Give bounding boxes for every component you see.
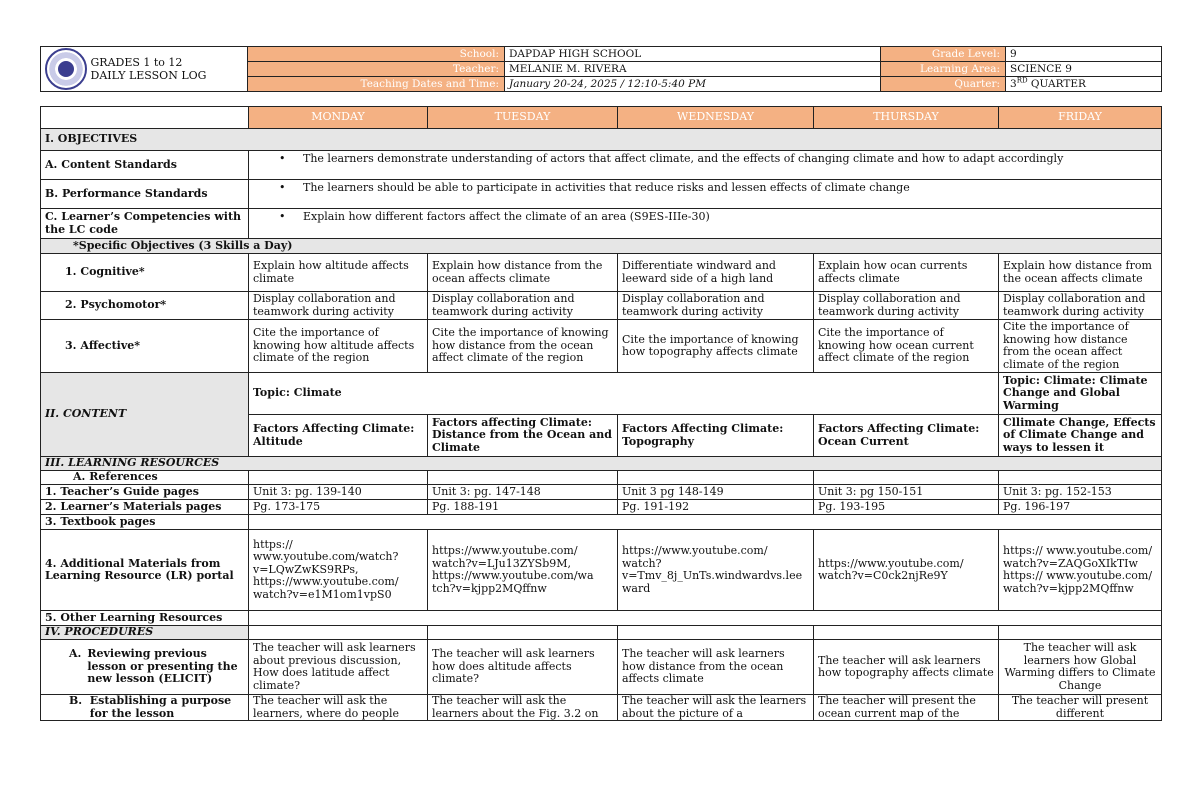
affective-thu: Cite the importance of knowing how ocean current affect climate of the region (814, 320, 999, 373)
additional-thu[interactable]: https://www.youtube.com/ watch?v=C0ck2njRe9Y (814, 530, 999, 611)
tg-wed: Unit 3 pg 148-149 (618, 485, 814, 500)
proc-fri (999, 626, 1162, 640)
ref-thu (814, 471, 999, 485)
day-monday: MONDAY (249, 107, 428, 129)
competencies: • Explain how different factors affect the climate of an area (S9ES-IIIe-30) (249, 209, 1162, 239)
procedure-a-fri: The teacher will ask learners how Global Warming differs to Climate Change (999, 640, 1162, 695)
header-table (40, 46, 1162, 92)
affective-label: 3. Affective* (41, 320, 249, 373)
other-resources-value (249, 611, 1162, 626)
additional-label: 4. Additional Materials from Learning Resource (LR) portal (41, 530, 249, 611)
quarter-label: Quarter: (881, 77, 1006, 92)
affective-tue: Cite the importance of knowing how distance from the ocean affect climate of the region (428, 320, 618, 373)
dates-label: Teaching Dates and Time: (248, 77, 505, 92)
proc-tue (428, 626, 618, 640)
corner-cell (41, 107, 249, 129)
deped-seal-icon (45, 48, 87, 90)
competencies-text: Explain how different factors affect the climate of an area (S9ES-IIIe-30) (303, 210, 710, 223)
title-line1: GRADES 1 to 12 (90, 56, 183, 69)
procedure-b-letter: B. (69, 694, 83, 707)
references-label: A. References (41, 471, 249, 485)
textbook-value (249, 515, 1162, 530)
proc-thu (814, 626, 999, 640)
cognitive-mon: Explain how altitude affects climate (249, 254, 428, 292)
psychomotor-label: 2. Psychomotor* (41, 292, 249, 320)
quarter-sup: RD (1016, 76, 1028, 85)
procedure-a-mon: The teacher will ask learners about previous discussion, How does latitude affect climate? (249, 640, 428, 695)
performance-standards-label: B. Performance Standards (41, 180, 249, 209)
content-heading: II. CONTENT (41, 373, 249, 457)
objectives-heading: I. OBJECTIVES (41, 129, 1162, 151)
school-label: School: (248, 47, 505, 62)
subtopic-thu: Factors Affecting Climate: Ocean Current (814, 415, 999, 457)
performance-standards: • The learners should be able to participate in activities that reduce risks and lessen effects of climate change (249, 180, 1162, 209)
psychomotor-thu: Display collaboration and teamwork during activity (814, 292, 999, 320)
cognitive-thu: Explain how ocan currents affects climate (814, 254, 999, 292)
day-thursday: THURSDAY (814, 107, 999, 129)
procedure-a-wed: The teacher will ask learners how distance from the ocean affects climate (618, 640, 814, 695)
area-value: SCIENCE 9 (1006, 62, 1162, 77)
quarter-num: 3 (1010, 78, 1017, 90)
textbook-label: 3. Textbook pages (41, 515, 249, 530)
quarter-value (1006, 77, 1162, 92)
day-tuesday: TUESDAY (428, 107, 618, 129)
procedure-a-letter: A. (69, 647, 82, 661)
school-value: DAPDAP HIGH SCHOOL (505, 47, 881, 62)
area-label: Learning Area: (881, 62, 1006, 77)
dates-value: January 20-24, 2025 / 12:10-5:40 PM (505, 77, 881, 92)
tg-tue: Unit 3: pg. 147-148 (428, 485, 618, 500)
psychomotor-fri: Display collaboration and teamwork during activity (999, 292, 1162, 320)
proc-wed (618, 626, 814, 640)
cognitive-label: 1. Cognitive* (41, 254, 249, 292)
affective-fri: Cite the importance of knowing how distance from the ocean affect climate of the region (999, 320, 1162, 373)
cognitive-wed: Differentiate windward and leeward side of a high land (618, 254, 814, 292)
procedure-b-label (41, 695, 249, 721)
psychomotor-tue: Display collaboration and teamwork during activity (428, 292, 618, 320)
additional-wed[interactable]: https://www.youtube.com/ watch? v=Tmv_8j_UnTs.windwardvs.lee ward (618, 530, 814, 611)
tg-label: 1. Teacher’s Guide pages (41, 485, 249, 500)
procedures-heading: IV. PROCEDURES (41, 626, 249, 640)
lm-fri: Pg. 196-197 (999, 500, 1162, 515)
additional-fri[interactable]: https:// www.youtube.com/ watch?v=ZAQGoXIkTIw https:// www.youtube.com/ watch?v=kjpp2MQffnw (999, 530, 1162, 611)
lm-wed: Pg. 191-192 (618, 500, 814, 515)
procedure-a-text: Reviewing previous lesson or presenting the new lesson (ELICIT) (87, 647, 238, 686)
procedure-b-tue: The teacher will ask the learners about the Fig. 3.2 on (428, 695, 618, 721)
content-standards-text: The learners demonstrate understanding of actors that affect climate, and the effects of changing climate and how to adapt accordingly (303, 152, 1064, 165)
topic-main: Topic: Climate (249, 373, 999, 415)
cognitive-tue: Explain how distance from the ocean affects climate (428, 254, 618, 292)
lesson-log-table (40, 106, 1162, 721)
lm-label: 2. Learner’s Materials pages (41, 500, 249, 515)
affective-wed: Cite the importance of knowing how topography affects climate (618, 320, 814, 373)
ref-tue (428, 471, 618, 485)
content-standards-label: A. Content Standards (41, 151, 249, 180)
procedure-a-thu: The teacher will ask learners how topography affects climate (814, 640, 999, 695)
tg-fri: Unit 3: pg. 152-153 (999, 485, 1162, 500)
logo-cell (41, 47, 87, 92)
resources-heading: III. LEARNING RESOURCES (41, 457, 1162, 471)
day-wednesday: WEDNESDAY (618, 107, 814, 129)
ref-wed (618, 471, 814, 485)
lm-mon: Pg. 173-175 (249, 500, 428, 515)
doc-title (87, 47, 248, 92)
procedure-b-thu: The teacher will present the ocean current map of the (814, 695, 999, 721)
ref-mon (249, 471, 428, 485)
grade-label: Grade Level: (881, 47, 1006, 62)
procedure-a-tue: The teacher will ask learners how does altitude affects climate? (428, 640, 618, 695)
subtopic-mon: Factors Affecting Climate: Altitude (249, 415, 428, 457)
additional-tue[interactable]: https://www.youtube.com/ watch?v=LJu13ZYSb9M, https://www.youtube.com/wa tch?v=kjpp2MQffnw (428, 530, 618, 611)
tg-mon: Unit 3: pg. 139-140 (249, 485, 428, 500)
teacher-value: MELANIE M. RIVERA (505, 62, 881, 77)
procedure-b-text: Establishing a purpose for the lesson (89, 694, 232, 720)
topic-friday: Topic: Climate: Climate Change and Global Warming (999, 373, 1162, 415)
day-friday: FRIDAY (999, 107, 1162, 129)
additional-mon[interactable]: https:// www.youtube.com/watch? v=LQwZwKS9RPs, https://www.youtube.com/ watch?v=e1M1om1vpS0 (249, 530, 428, 611)
teacher-label: Teacher: (248, 62, 505, 77)
grade-value: 9 (1006, 47, 1162, 62)
lm-tue: Pg. 188-191 (428, 500, 618, 515)
procedure-b-fri: The teacher will present different (999, 695, 1162, 721)
performance-standards-text: The learners should be able to participate in activities that reduce risks and lessen effects of climate change (303, 181, 910, 194)
content-standards: • The learners demonstrate understanding of actors that affect climate, and the effects of changing climate and how to adapt accordingly (249, 151, 1162, 180)
psychomotor-wed: Display collaboration and teamwork during activity (618, 292, 814, 320)
other-resources-label: 5. Other Learning Resources (41, 611, 249, 626)
proc-mon (249, 626, 428, 640)
subtopic-tue: Factors affecting Climate: Distance from the Ocean and Climate (428, 415, 618, 457)
procedure-b-wed: The teacher will ask the learners about the picture of a (618, 695, 814, 721)
title-line2: DAILY LESSON LOG (90, 69, 207, 82)
tg-thu: Unit 3: pg 150-151 (814, 485, 999, 500)
lm-thu: Pg. 193-195 (814, 500, 999, 515)
competencies-label: C. Learner’s Competencies with the LC code (41, 209, 249, 239)
affective-mon: Cite the importance of knowing how altitude affects climate of the region (249, 320, 428, 373)
ref-fri (999, 471, 1162, 485)
psychomotor-mon: Display collaboration and teamwork during activity (249, 292, 428, 320)
procedure-a-label (41, 640, 249, 695)
specific-objectives-label: *Specific Objectives (3 Skills a Day) (41, 239, 1162, 254)
cognitive-fri: Explain how distance from the ocean affects climate (999, 254, 1162, 292)
subtopic-fri: Cllimate Change, Effects of Climate Change and ways to lessen it (999, 415, 1162, 457)
subtopic-wed: Factors Affecting Climate: Topography (618, 415, 814, 457)
procedure-b-mon: The teacher will ask the learners, where do people (249, 695, 428, 721)
quarter-word: QUARTER (1027, 78, 1086, 90)
